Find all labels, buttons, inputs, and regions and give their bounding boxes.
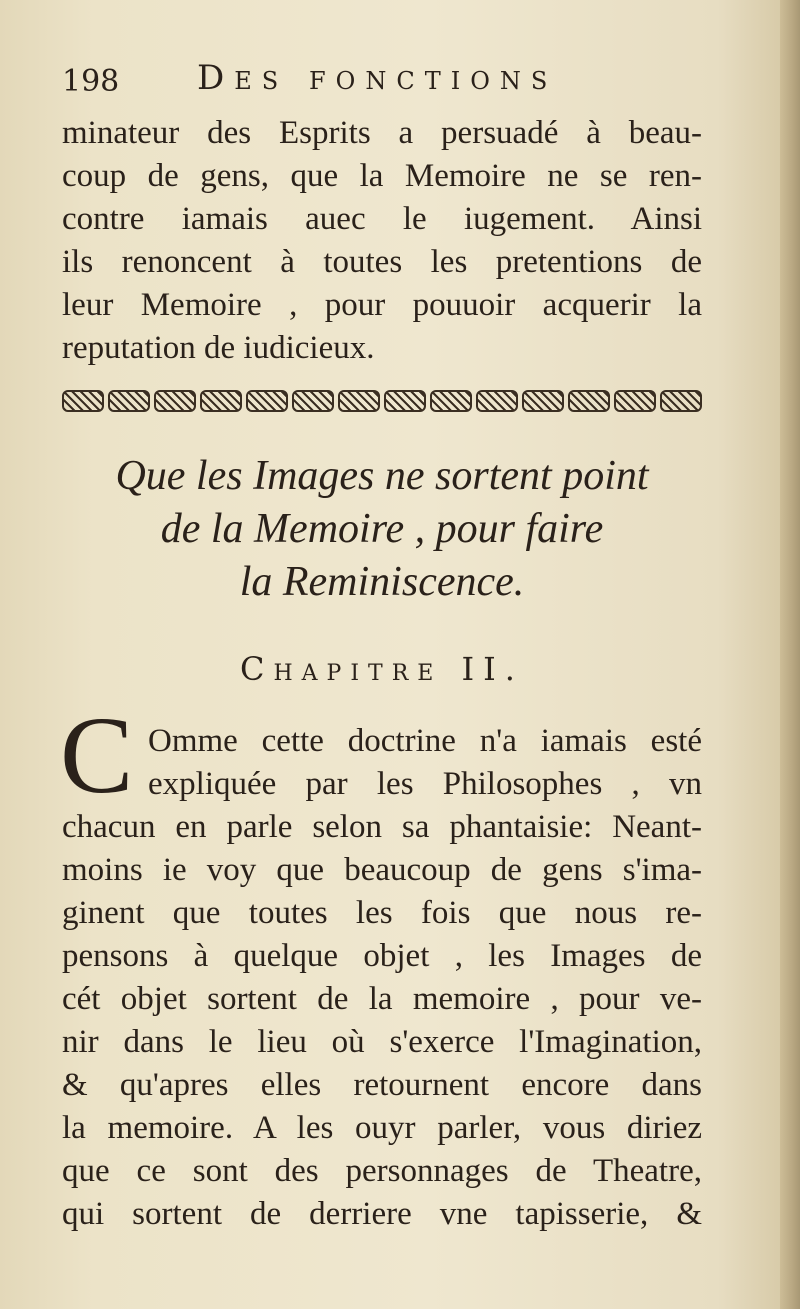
chapter-title-line: la Reminiscence. (239, 559, 525, 605)
page-edge (780, 0, 800, 1309)
ornament-icon (154, 390, 196, 412)
text-line: ils renoncent à toutes les pretentions de (62, 244, 702, 280)
ornament-icon (62, 390, 104, 412)
ornamental-divider (62, 386, 702, 416)
text-line: & qu'apres elles retournent encore dans (62, 1067, 702, 1103)
chapter-label: Chapitre II. (240, 650, 524, 688)
text-line: la memoire. A les ouyr parler, vous diriez (62, 1110, 702, 1146)
chapter-title-line: Que les Images ne sortent point (115, 453, 649, 499)
text-line: Omme cette doctrine n'a iamais esté (148, 723, 702, 759)
text-line: moins ie voy que beaucoup de gens s'ima- (62, 852, 702, 888)
ornament-icon (430, 390, 472, 412)
ornament-icon (522, 390, 564, 412)
ornament-icon (660, 390, 702, 412)
page-header (62, 58, 712, 108)
ornament-icon (200, 390, 242, 412)
chapter-title (62, 450, 702, 609)
paragraph-1 (62, 112, 702, 370)
ornament-icon (246, 390, 288, 412)
text-line: reputation de iudicieux. (62, 330, 375, 366)
text-line: nir dans le lieu où s'exerce l'Imagination, (62, 1024, 702, 1060)
text-line: cét objet sortent de la memoire , pour ve- (62, 981, 702, 1017)
text-line: leur Memoire , pour pouuoir acquerir la (62, 287, 702, 323)
text-line: pensons à quelque objet , les Images de (62, 938, 702, 974)
text-line: chacun en parle selon sa phantaisie: Neant- (62, 809, 702, 845)
ornament-icon (292, 390, 334, 412)
text-line: qui sortent de derriere vne tapisserie, & (62, 1196, 702, 1232)
text-line: coup de gens, que la Memoire ne se ren- (62, 158, 702, 194)
ornament-icon (568, 390, 610, 412)
running-title: Des fonctions (197, 58, 558, 98)
ornament-icon (476, 390, 518, 412)
text-line: minateur des Esprits a persuadé à beau- (62, 115, 702, 151)
text-line: ginent que toutes les fois que nous re- (62, 895, 702, 931)
drop-cap: C (60, 694, 134, 816)
paragraph-2 (62, 720, 702, 1236)
text-line: expliquée par les Philosophes , vn (148, 766, 702, 802)
chapter-title-line: de la Memoire , pour faire (160, 506, 604, 552)
ornament-icon (338, 390, 380, 412)
ornament-icon (614, 390, 656, 412)
text-line: que ce sont des personnages de Theatre, (62, 1153, 702, 1189)
page-number: 198 (62, 64, 120, 99)
text-line: contre iamais auec le iugement. Ainsi (62, 201, 702, 237)
ornament-icon (108, 390, 150, 412)
ornament-icon (384, 390, 426, 412)
